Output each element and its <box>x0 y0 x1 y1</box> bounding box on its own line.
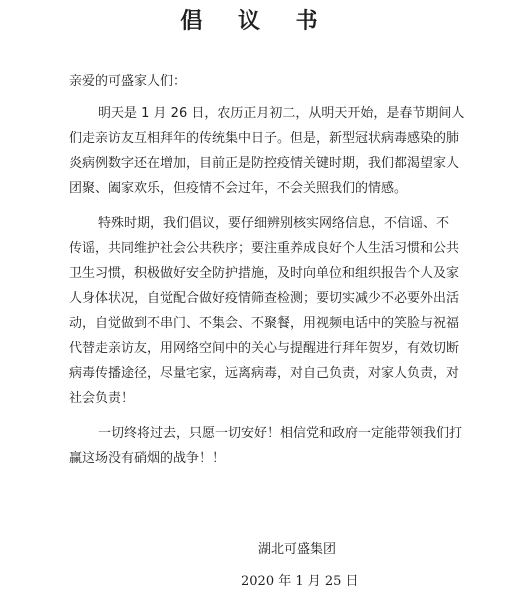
letter-title: 倡 议 书 <box>180 9 332 34</box>
letter-date: 2020 年 1 月 25 日 <box>241 574 359 589</box>
signature: 湖北可盛集团 <box>258 542 337 557</box>
paragraph-2-line-8: 社会负责！ <box>69 391 135 406</box>
paragraph-2-line-4: 人身体状况，自觉配合做好疫情筛查检测；要切实减少不必要外出活 <box>69 291 460 306</box>
paragraph-2-line-5: 动，自觉做到不串门、不集会、不聚餐，用视频电话中的笑脸与祝福 <box>69 316 460 331</box>
paragraph-1-line-2: 们走亲访友互相拜年的传统集中日子。但是，新型冠状病毒感染的肺 <box>69 131 460 146</box>
paragraph-2-line-2: 传谣，共同维护社会公共秩序；要注重养成良好个人生活习惯和公共 <box>69 241 460 256</box>
paragraph-1-line-1: 明天是 1 月 26 日，农历正月初二，从明天开始，是春节期间人 <box>98 106 465 121</box>
paragraph-3-line-2: 赢这场没有硝烟的战争！！ <box>69 451 226 466</box>
paragraph-1-line-4: 团聚、阖家欢乐，但疫情不会过年，不会关照我们的情感。 <box>69 181 408 196</box>
paragraph-2-line-7: 病毒传播途径，尽量宅家，远离病毒，对自己负责，对家人负责，对 <box>69 366 460 381</box>
paragraph-2-line-3: 卫生习惯，积极做好安全防护措施，及时向单位和组织报告个人及家 <box>69 266 460 281</box>
paragraph-2-line-6: 代替走亲访友，用网络空间中的关心与提醒进行拜年贺岁，有效切断 <box>69 341 460 356</box>
paragraph-1-line-3: 炎病例数字还在增加，目前正是防控疫情关键时期，我们都渴望家人 <box>69 156 460 171</box>
salutation: 亲爱的可盛家人们： <box>69 74 187 89</box>
paragraph-3-line-1: 一切终将过去，只愿一切安好！相信党和政府一定能带领我们打 <box>98 426 463 441</box>
paragraph-2-line-1: 特殊时期，我们倡议，要仔细辨别核实网络信息，不信谣、不 <box>98 216 450 231</box>
